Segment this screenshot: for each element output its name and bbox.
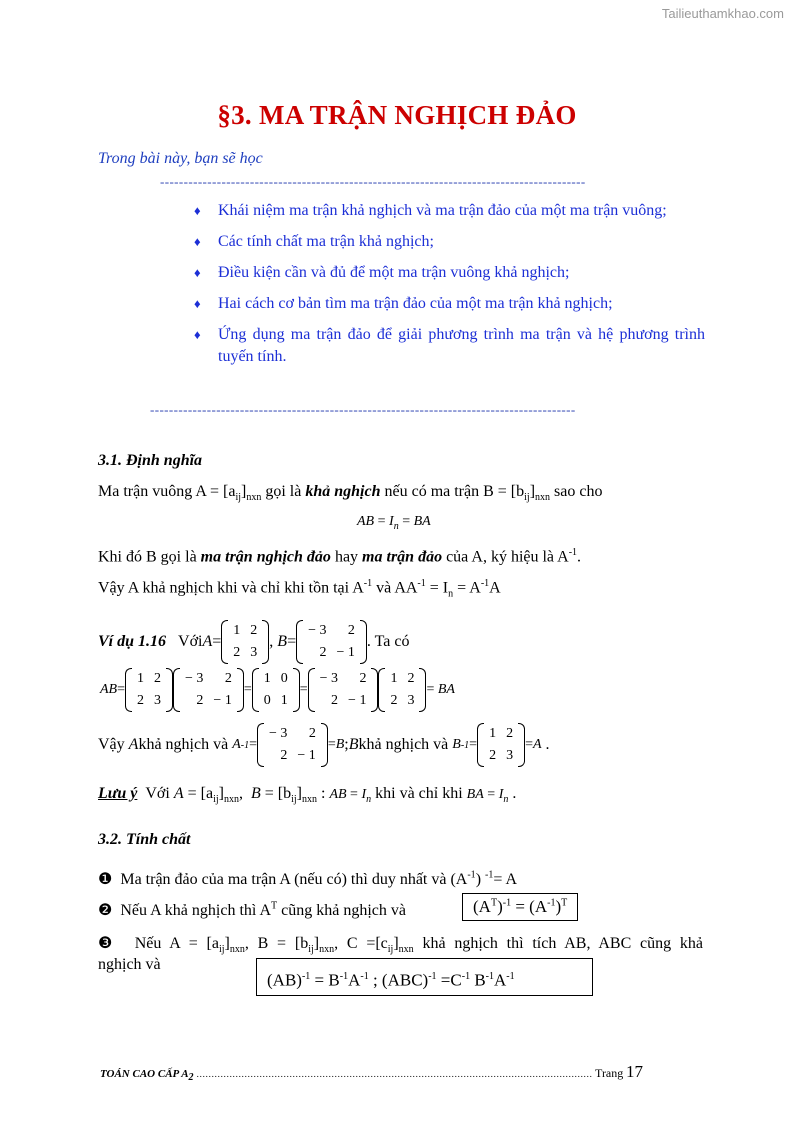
diamond-bullet-icon: ♦ <box>194 203 201 218</box>
invertible-condition-line: Vậy A khả nghịch khi và chỉ khi tồn tại $A^{-1}$ và $AA^{-1} = I_n = A^{-1}A$ <box>98 578 501 600</box>
diamond-bullet-icon: ♦ <box>194 327 201 342</box>
property-3-continuation: nghịch và <box>98 956 161 973</box>
objectives-list <box>190 200 705 377</box>
property-1: ❶ Ma trận đảo của ma trận A (nếu có) thì duy nhất và $(A^{-1})$ $^{-1}$= A <box>98 869 518 888</box>
property-3: ❸ Nếu $A = [a_{ij}]_{nxn}$, $B = [b_{ij}]_{nxn}$, $C =[c_{ij}]_{nxn}$ khả nghịch thì tích AB, ABC cũng khả <box>98 935 704 956</box>
example-line: Ví dụ 1.16 Với A = 1 2 2 3 , B = − 3 2 2 − 1 . Ta có <box>98 620 410 664</box>
diamond-bullet-icon: ♦ <box>194 265 201 280</box>
objective-item: ♦ Các tính chất ma trận khả nghịch; <box>190 231 705 253</box>
objective-item: ♦ Hai cách cơ bản tìm ma trận đảo của một ma trận khả nghịch; <box>190 293 705 315</box>
matrix-B: − 3 2 2 − 1 <box>173 668 244 712</box>
intro-text: Trong bài này, bạn sẽ học <box>98 150 263 167</box>
divider-bottom: ------------------------------------------------------------------------------------------ <box>150 402 576 417</box>
matrix-B: − 3 2 2 − 1 <box>308 668 379 712</box>
matrix-A: 1 2 2 3 <box>125 668 173 712</box>
number-3-icon: ❸ <box>98 935 118 952</box>
footer-dots: …………………………………………………………………………………………………………………… <box>196 1069 593 1079</box>
inverse-notation-line: Khi đó B gọi là ma trận nghịch đảo hay ma trận đảo của A, ký hiệu là $A^{-1}$. <box>98 547 582 566</box>
section-heading-properties: 3.2. Tính chất <box>98 831 191 848</box>
matrix-identity: 1 0 0 1 <box>252 668 300 712</box>
matrix-B: − 3 2 2 − 1 <box>296 620 367 664</box>
objective-item: ♦ Ứng dụng ma trận đảo để giải phương trình ma trận và hệ phương trình tuyến tính. <box>194 326 705 365</box>
matrix-A: 1 2 2 3 <box>477 723 525 767</box>
note-line: Lưu ý Với $A = [a_{ij}]_{nxn}$, $B = [b_{ij}]_{nxn}$ : AB = $I_n$ khi và chỉ khi BA = $I_n$ . <box>98 785 517 806</box>
diamond-bullet-icon: ♦ <box>194 296 201 311</box>
footer-course: TOÁN CAO CẤP A <box>100 1068 189 1080</box>
page-title: §3. MA TRẬN NGHỊCH ĐẢO <box>217 100 577 130</box>
page-footer: TOÁN CAO CẤP $A_2$ …………………………………………………………………………………………………………………… Trang 17 <box>100 1062 644 1084</box>
matrix-A: 1 2 2 3 <box>378 668 426 712</box>
diamond-bullet-icon: ♦ <box>194 234 201 249</box>
objective-item: ♦ Khái niệm ma trận khả nghịch và ma trận đảo của một ma trận vuông; <box>190 200 705 222</box>
watermark: Tailieuthamkhao.com <box>661 6 784 21</box>
number-2-icon: ❷ <box>98 902 113 919</box>
number-1-icon: ❶ <box>98 871 113 888</box>
section-heading-definition: 3.1. Định nghĩa <box>98 452 203 469</box>
example-conclusion: Vậy A khả nghịch và A -1 = − 3 2 2 − 1 = B ; B khả nghịch và B -1 = 1 2 2 3 = A . <box>98 723 550 767</box>
example-product-equation: AB = 1 2 2 3 − 3 2 2 − 1 = 1 0 0 1 = − 3 2 2 − 1 1 2 2 3 = BA <box>100 668 455 712</box>
definition-equation: AB = $I_n$ = BA <box>357 514 431 532</box>
footer-page-label: Trang <box>595 1066 624 1080</box>
objective-item: ♦ Điều kiện cần và đủ để một ma trận vuông khả nghịch; <box>190 262 705 284</box>
matrix-A: 1 2 2 3 <box>221 620 269 664</box>
product-inverse-formula-box: $(AB)^{-1} = B^{-1}A^{-1}$ ; $(ABC)^{-1} =C^{-1}$ $B^{-1}A^{-1}$ <box>256 958 593 996</box>
divider-top: ------------------------------------------------------------------------------------------ <box>160 174 586 189</box>
transpose-inverse-formula-box: $(A^T)^{-1} = (A^{-1})^T$ <box>462 893 578 921</box>
footer-page-number: 17 <box>626 1062 644 1081</box>
matrix-B: − 3 2 2 − 1 <box>257 723 328 767</box>
definition-line: Ma trận vuông $A = [a_{ij}]_{nxn}$ gọi là khả nghịch nếu có ma trận $B = [b_{ij}]_{nxn}$ sao cho <box>98 483 603 504</box>
property-2: ❷ Nếu A khả nghịch thì $A^T$ cũng khả nghịch và <box>98 900 406 919</box>
